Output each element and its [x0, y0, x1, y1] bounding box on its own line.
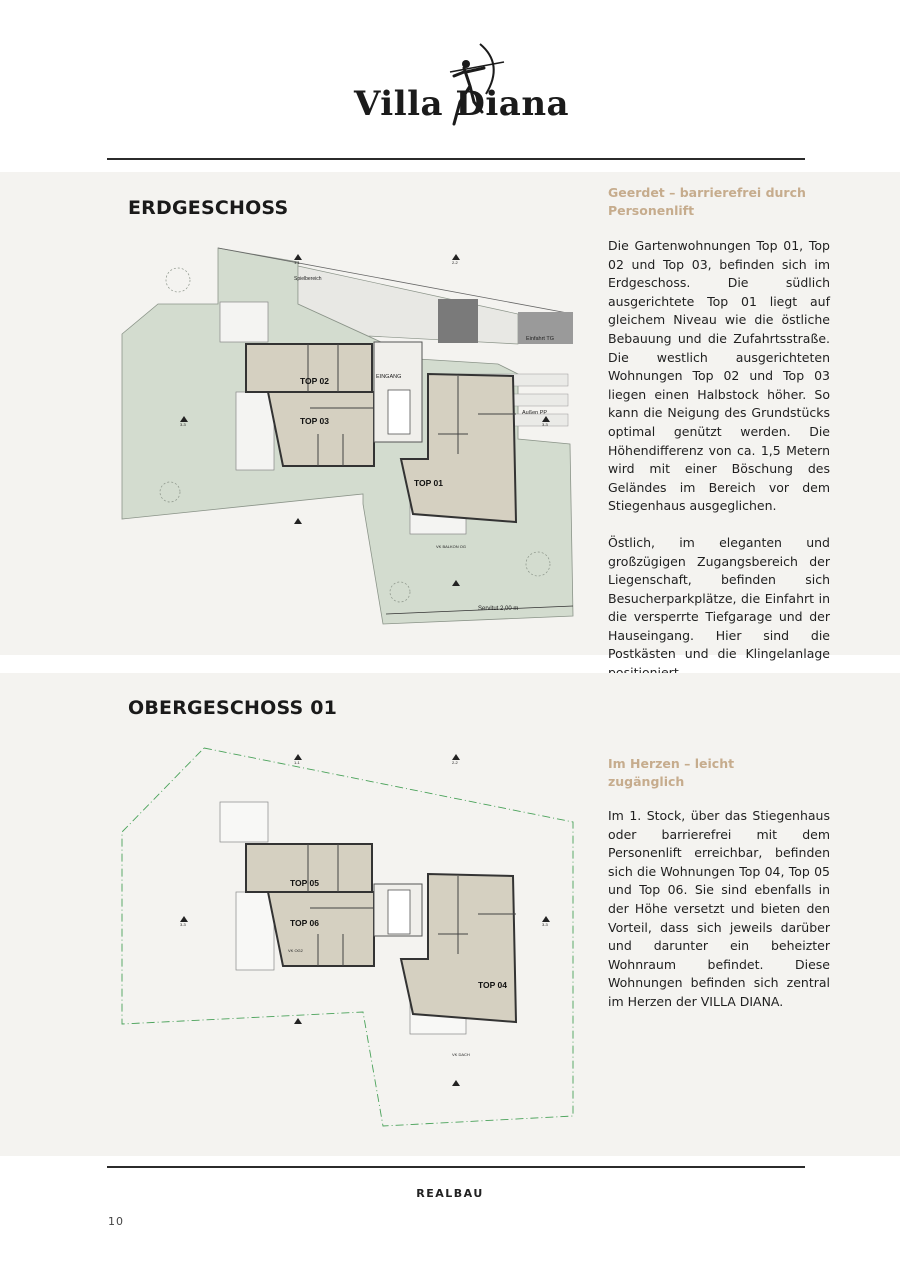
- header-rule: [107, 158, 805, 160]
- section-title-obergeschoss: OBERGESCHOSS 01: [128, 697, 338, 719]
- label-eingang: EINGANG: [376, 374, 402, 380]
- logo-wordmark: Villa Diana: [354, 84, 570, 124]
- marker-3-3-east: 3-3: [542, 922, 548, 927]
- marker-3-3-east: 3-3: [542, 422, 548, 427]
- floor-plan-erdgeschoss: [118, 244, 578, 634]
- body-erdgeschoss: [608, 237, 830, 683]
- label-vk-dach: VK DACH: [452, 1052, 470, 1057]
- floor-plan-obergeschoss: [118, 744, 578, 1134]
- label-top03: TOP 03: [300, 416, 329, 426]
- label-servitut: Servitut 2,00 m: [478, 606, 519, 612]
- section-title-erdgeschoss: ERDGESCHOSS: [128, 197, 289, 219]
- label-aussen-pp: Außen PP: [522, 410, 548, 416]
- subhead-erdgeschoss: Geerdet – barrierefrei durch Personenlift: [608, 185, 806, 218]
- marker-3-3-west: 3-3: [180, 922, 186, 927]
- body-obergeschoss: [608, 807, 830, 1012]
- label-vk-og2: VK OG2: [288, 948, 303, 953]
- marker-2-2-north: 2-2: [452, 760, 458, 765]
- marker-2-2-north: 2-2: [452, 260, 458, 265]
- footer-brand: REALBAU: [416, 1187, 484, 1200]
- footer-rule: [107, 1166, 805, 1168]
- label-top01: TOP 01: [414, 478, 443, 488]
- label-top02: TOP 02: [300, 376, 329, 386]
- label-top04: TOP 04: [478, 980, 507, 990]
- subhead-obergeschoss: Im Herzen – leicht zugänglich: [608, 756, 735, 789]
- marker-1-1-north: 1-1: [294, 760, 300, 765]
- page-number: 10: [108, 1215, 124, 1228]
- label-top06: TOP 06: [290, 918, 319, 928]
- marker-1-1-north: 1-1: [294, 260, 300, 265]
- label-vk-balkon: VK BALKON OG: [436, 544, 467, 549]
- label-spielbereich: Spielbereich: [294, 276, 322, 282]
- paragraph-erdgeschoss-2: Östlich, im eleganten und großzügigen Zugangsbereich der Liegenschaft, befinden sich Besucherparkplätze, die Einfahrt in die versperrte Tiefgarage und der Hauseingang. Hier sind die Postkästen und die Klingelanlage: [608, 534, 830, 662]
- paragraph-erdgeschoss-1: Die Gartenwohnungen Top 01, Top 02 und Top 03, befinden sich im Erdgeschoss. Die südlich ausgerichtete Top 01 liegt auf gleichem Niveau wie die östliche Bebauung und die Zufahrtsstraße. Die westlich ausgerichteten Wohnungen Top 02 und Top 03 liegen einen Halbstock höher. So kann die Neigung des Grundstücks optimal genützt werden. Die Höhendifferenz von ca. 1,5 Metern wird mit einer Böschung des Geländes im Bereich vor dem Stiegenhaus ausgeglichen.: [608, 238, 830, 514]
- label-top05: TOP 05: [290, 878, 319, 888]
- label-einfahrt: Einfahrt TG: [526, 336, 555, 342]
- paragraph-obergeschoss-1: Im 1. Stock, über das Stiegenhaus oder barrierefrei mit dem Personenlift erreichbar, befinden sich die Wohnungen Top 04, Top 05 und Top 06. Sie sind ebenfalls in der Höhe versetzt und bieten den Vorteil, dass sich jeweils darüber und darunter ein beheizter Wohnraum befindet. Diese Wohnungen befinden sich zentral im Herzen der VILLA DIANA.: [608, 808, 830, 1009]
- villa-diana-logo: [340, 40, 570, 130]
- marker-3-3-west: 3-3: [180, 422, 186, 427]
